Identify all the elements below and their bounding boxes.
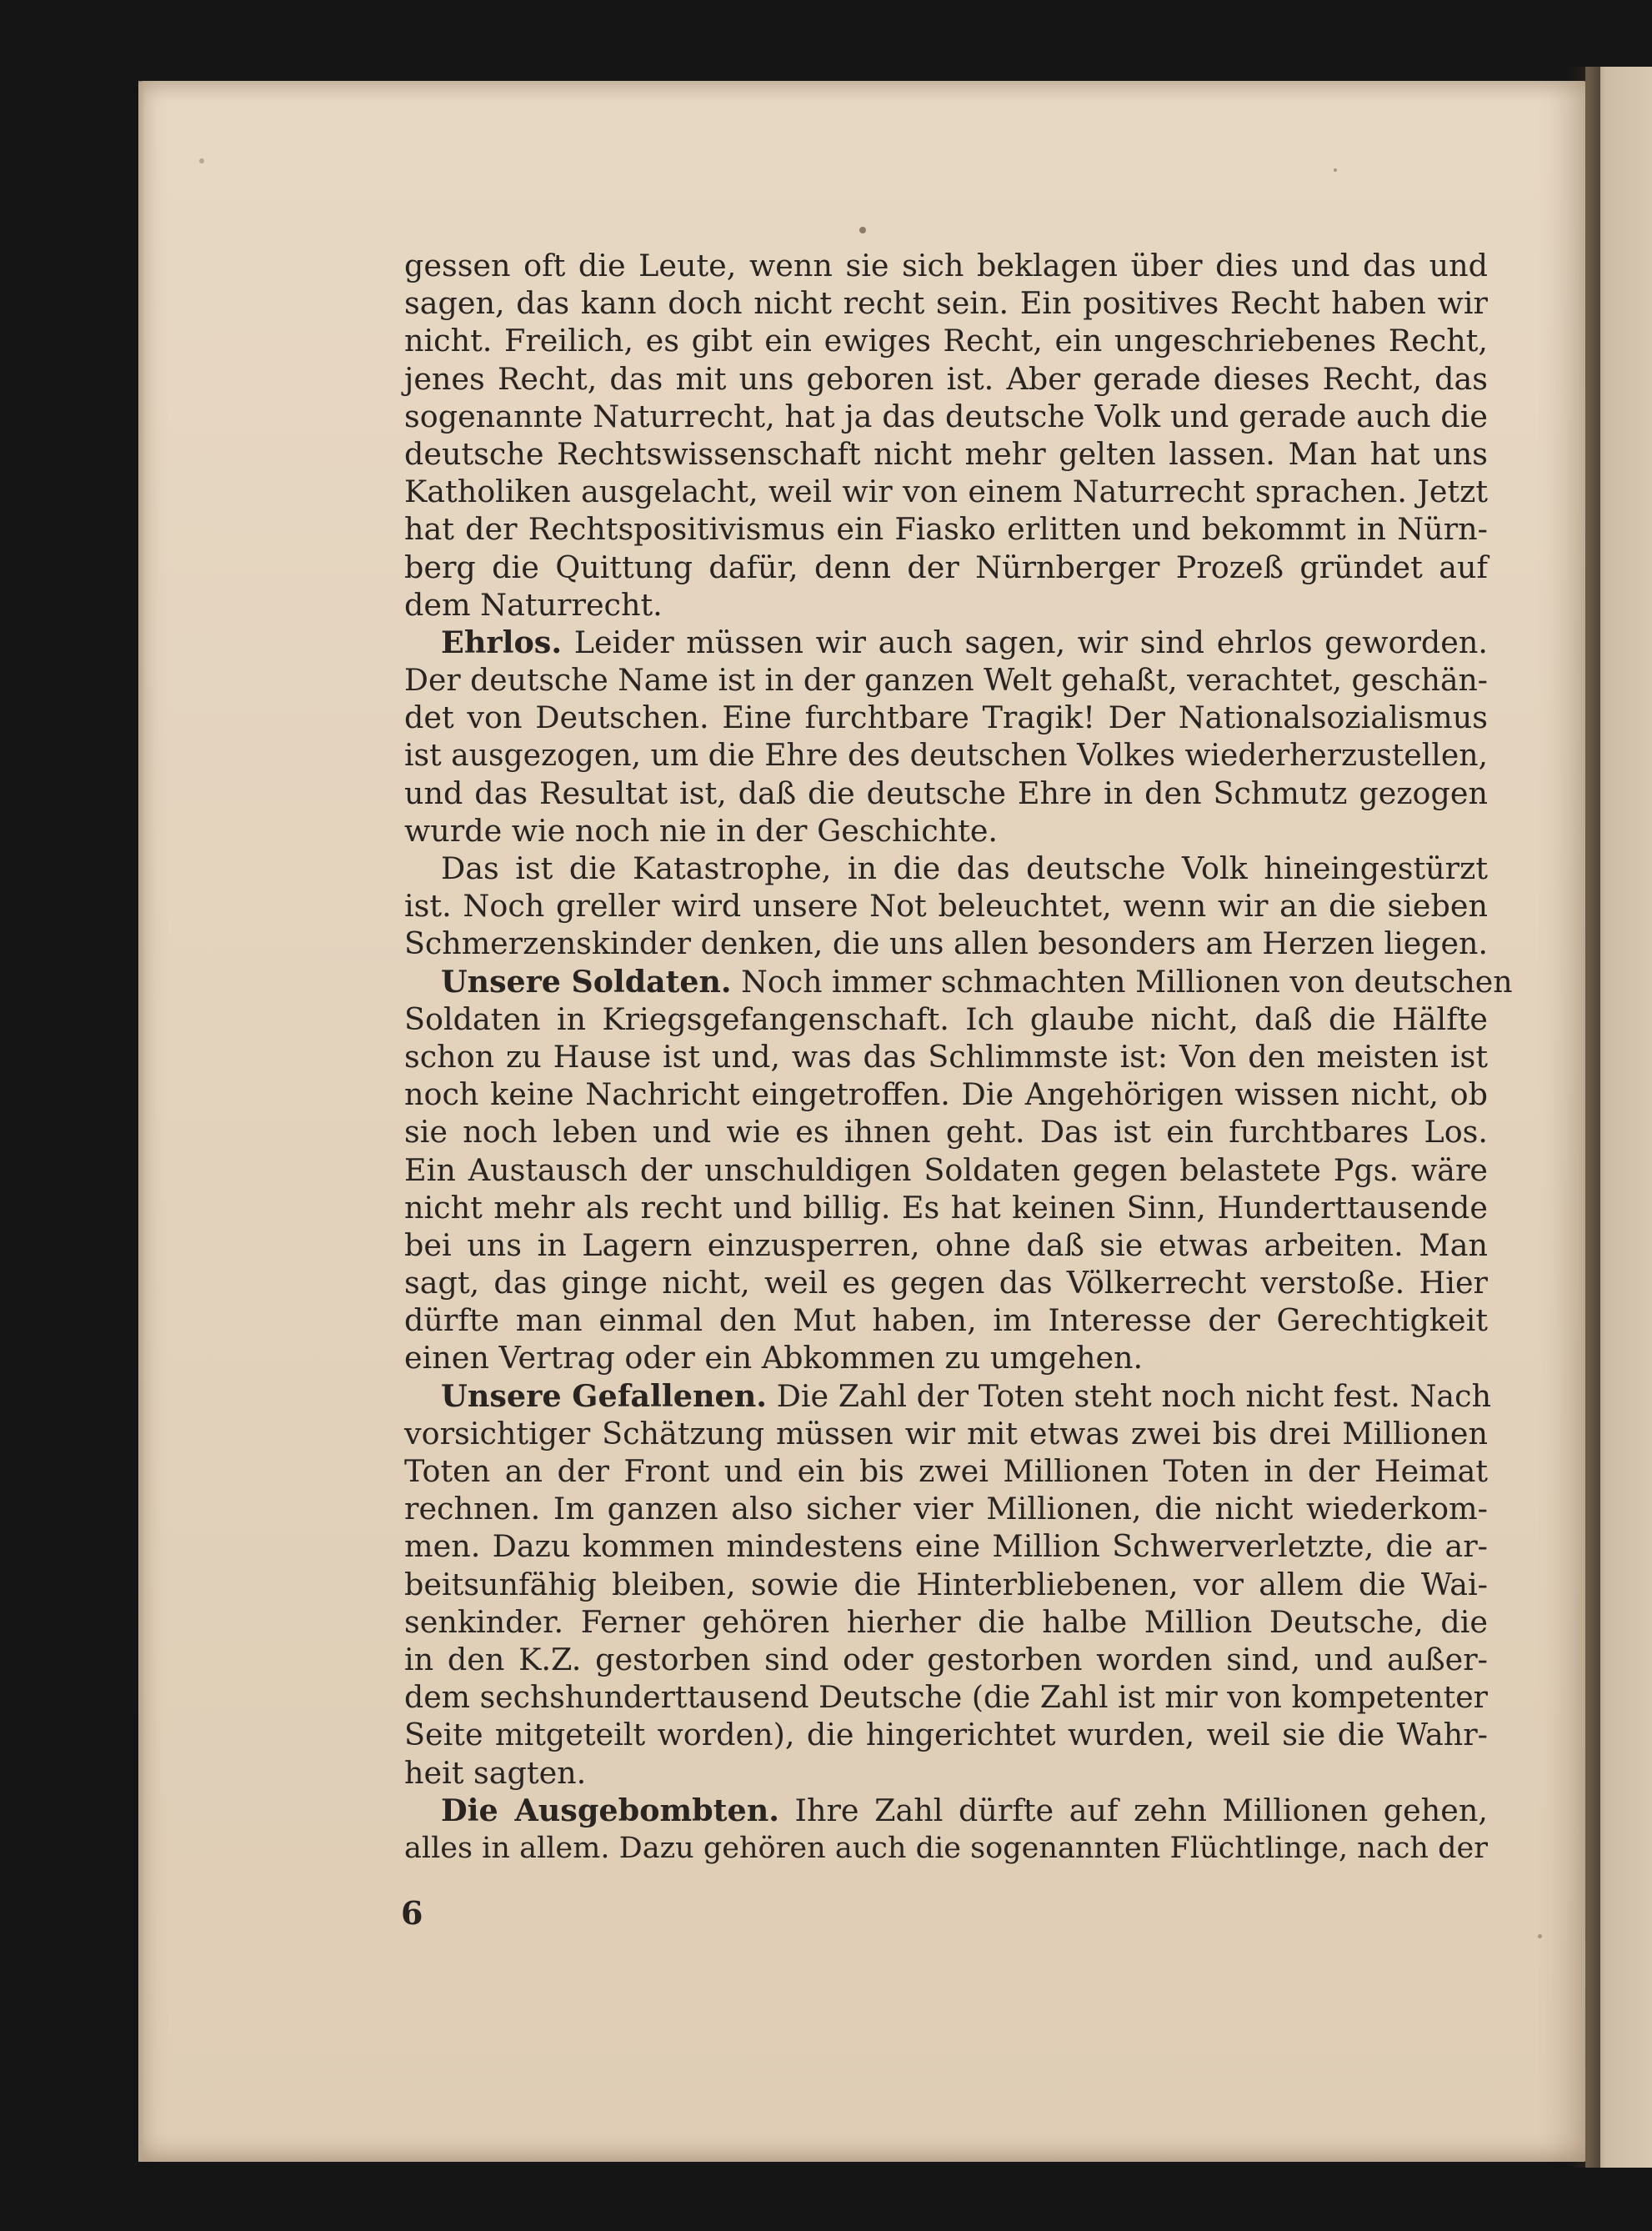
text-line [404,1792,1488,1829]
line-text: bei uns in Lagern einzusperren, ohne daß sie etwas arbeiten. Man [404,1226,1488,1263]
line-text: dem sechshunderttausend Deutsche (die Zahl ist mir von kompetenter [404,1679,1488,1716]
line-text: deutsche Rechtswissenschaft nicht mehr gelten lassen. Man hat uns [404,435,1488,472]
text-line [404,1377,1492,1415]
text-line [404,1038,1488,1075]
text-line [404,1527,1488,1565]
text-line [404,1716,1488,1753]
text-line [404,887,1488,925]
text-line [404,1339,1488,1376]
line-text: Katholiken ausgelacht, weil wir von einem Naturrecht sprachen. Jetzt [404,474,1488,510]
line-text: wurde wie noch nie in der Geschichte. [404,812,999,849]
text-line [404,398,1488,435]
line-text: einen Vertrag oder ein Abkommen zu umgehen. [404,1340,1144,1376]
section-heading: Unsere Soldaten. [441,963,732,1000]
text-line [404,963,1513,1000]
text-line [404,1151,1488,1189]
text-line [404,322,1488,359]
text-line [404,1264,1488,1301]
text-line [404,435,1488,473]
text-line [404,1113,1488,1151]
text-line [404,699,1488,736]
line-text: dürfte man einmal den Mut haben, im Interesse der Gerechtigkeit [404,1302,1488,1339]
text-line [404,549,1488,586]
text-line [404,1829,1488,1867]
text-line [404,473,1488,510]
page-number: 6 [401,1894,423,1932]
line-text: nicht. Freilich, es gibt ein ewiges Recht, ein ungeschriebenes Recht, [404,323,1488,359]
text-line [404,925,1488,962]
line-text: det von Deutschen. Eine furchtbare Tragik! Der Nationalsozialismus [404,699,1488,736]
line-text: noch keine Nachricht eingetroffen. Die Angehörigen wissen nicht, ob [404,1076,1488,1113]
text-line [404,1301,1488,1339]
line-text: Die Zahl der Toten steht noch nicht fest. Nach [767,1377,1492,1414]
line-text: berg die Quittung dafür, denn der Nürnberger Prozeß gründet auf [404,549,1488,585]
text-line [404,850,1488,887]
section-heading: Unsere Gefallenen. [441,1377,768,1414]
text-line [404,1754,1488,1792]
text-line [404,775,1488,812]
paper-speck [199,158,204,163]
line-text: gessen oft die Leute, wenn sie sich beklagen über dies und das und [404,248,1488,283]
line-text: Das ist die Katastrophe, in die das deutsche Volk hineingestürzt [441,850,1488,886]
line-text: Soldaten in Kriegsgefangenschaft. Ich glaube nicht, daß die Hälfte [404,1000,1488,1037]
section-heading: Ehrlos. [441,624,563,660]
page-left-edge [138,81,145,2162]
line-text: Seite mitgeteilt worden), die hingerichtet wurden, weil sie die Wahr- [404,1717,1488,1753]
line-text: Leider müssen wir auch sagen, wir sind ehrlos geworden. [562,624,1488,660]
text-line [404,1000,1488,1038]
line-text: Ihre Zahl dürfte auf zehn Millionen gehen, [778,1792,1488,1828]
line-text: beitsunfähig bleiben, sowie die Hinterbliebenen, vor allem die Wai- [404,1566,1488,1602]
text-line [404,360,1488,398]
line-text: jenes Recht, das mit uns geboren ist. Aber gerade dieses Recht, das [404,360,1488,397]
text-line [404,1075,1488,1113]
line-text: ist ausgezogen, um die Ehre des deutschen Volkes wiederherzustellen, [404,737,1488,774]
text-line [404,1678,1488,1716]
text-line [404,586,1488,624]
line-text: sogenannte Naturrecht, hat ja das deutsche Volk und gerade auch die [404,398,1488,434]
text-line [404,1226,1488,1264]
text-line [404,1566,1488,1603]
paper-speck [1334,168,1337,172]
text-line [404,1641,1488,1678]
line-text: men. Dazu kommen mindestens eine Million Schwerverletzte, die ar- [404,1528,1488,1565]
line-text: Noch immer schmachten Millionen von deutschen [731,963,1513,1000]
line-text: alles in allem. Dazu gehören auch die sogenannten Flüchtlinge, nach der [404,1830,1488,1865]
text-line [404,1452,1488,1490]
text-line [404,1415,1488,1452]
text-line [404,624,1488,661]
line-text: nicht mehr als recht und billig. Es hat keinen Sinn, Hunderttausende [404,1189,1488,1226]
line-text: vorsichtiger Schätzung müssen wir mit etwas zwei bis drei Millionen [404,1415,1488,1451]
line-text: schon zu Hause ist und, was das Schlimmste ist: Von den meisten ist [404,1038,1488,1075]
line-text: dem Naturrecht. [404,586,663,623]
text-line [404,510,1488,548]
line-text: rechnen. Im ganzen also sicher vier Millionen, die nicht wiederkom- [404,1491,1488,1527]
line-text: und das Resultat ist, daß die deutsche Ehre in den Schmutz gezogen [404,775,1488,811]
text-line [404,1490,1488,1527]
line-text: heit sagten. [404,1754,587,1791]
text-line [404,284,1488,322]
line-text: Der deutsche Name ist in der ganzen Welt gehaßt, verachtet, geschän- [404,662,1488,699]
paper-speck [1538,1934,1542,1938]
line-text: Schmerzenskinder denken, die uns allen besonders am Herzen liegen. [404,925,1489,962]
text-line [404,1603,1488,1641]
line-text: Toten an der Front und ein bis zwei Millionen Toten in der Heimat [404,1453,1488,1489]
section-heading: Die Ausgebombten. [441,1792,779,1828]
body-text [404,247,1513,1867]
line-text: sagen, das kann doch nicht recht sein. Ein positives Recht haben wir [404,285,1488,322]
paper-speck [859,227,866,233]
line-text: hat der Rechtspositivismus ein Fiasko erlitten und bekommt in Nürn- [404,511,1488,548]
line-text: senkinder. Ferner gehören hierher die halbe Million Deutsche, die [404,1603,1488,1640]
text-line [404,736,1488,774]
text-line [404,1189,1488,1226]
line-text: in den K.Z. gestorben sind oder gestorben worden sind, und außer- [404,1641,1488,1677]
text-line [404,661,1488,699]
text-line [404,812,1488,850]
line-text: sagt, das ginge nicht, weil es gegen das Völkerrecht verstoße. Hier [404,1265,1488,1301]
line-text: sie noch leben und wie es ihnen geht. Das ist ein furchtbares Los. [404,1114,1488,1151]
line-text: ist. Noch greller wird unsere Not beleuchtet, wenn wir an die sieben [404,888,1488,925]
text-line [404,247,1488,284]
line-text: Ein Austausch der unschuldigen Soldaten gegen belastete Pgs. wäre [404,1151,1488,1188]
